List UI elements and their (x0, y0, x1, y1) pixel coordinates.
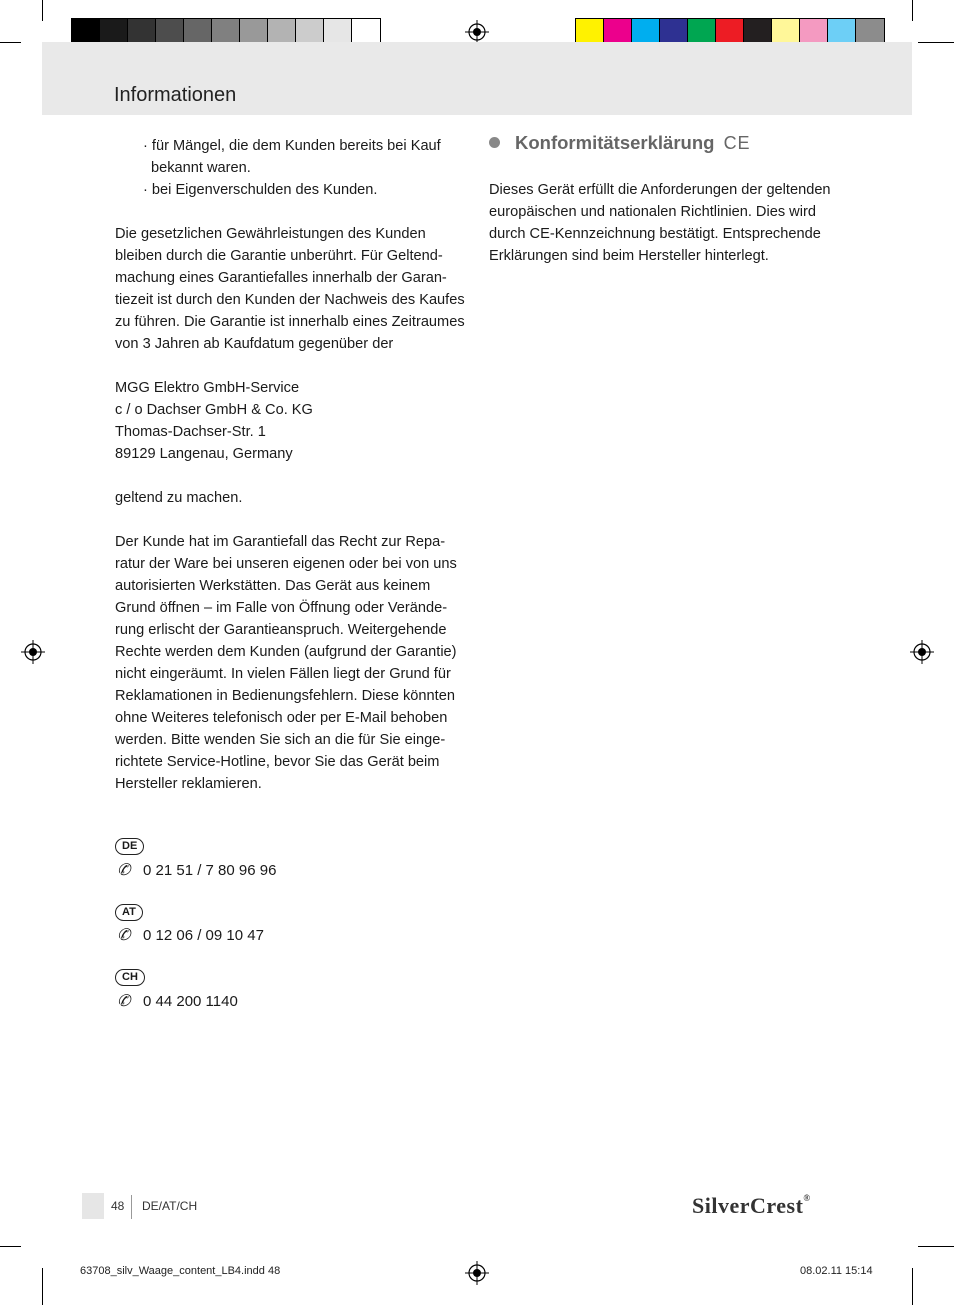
paragraph-line: zu führen. Die Garantie ist innerhalb eines Zeitraumes (115, 314, 465, 330)
address-line: Thomas-Dachser-Str. 1 (115, 424, 266, 440)
address-line: c / o Dachser GmbH & Co. KG (115, 402, 313, 418)
page-number: 48 (111, 1199, 125, 1213)
crop-mark (42, 0, 43, 21)
paragraph-line: geltend zu machen. (115, 490, 243, 506)
crop-mark (0, 1246, 21, 1247)
paragraph-line: Grund öffnen – im Falle von Öffnung oder Verände- (115, 600, 448, 616)
slug-timestamp: 08.02.11 15:14 (800, 1265, 873, 1277)
registration-mark-icon (910, 640, 934, 664)
section-heading (489, 132, 751, 154)
paragraph-line: Hersteller reklamieren. (115, 776, 262, 792)
crop-mark (912, 0, 913, 21)
paragraph-line: Rechte werden dem Kunden (aufgrund der Garantie) (115, 644, 457, 660)
hotline-de-phone (117, 860, 276, 880)
paragraph-line: ratur der Ware bei unseren eigenen oder bei von uns (115, 556, 457, 572)
brand-logo: SilverCrest® (692, 1193, 811, 1218)
page-title: Informationen (114, 84, 237, 106)
crop-mark (42, 1268, 43, 1305)
left-column (115, 135, 475, 795)
bullet-item: · für Mängel, die dem Kunden bereits bei Kauf (143, 138, 441, 154)
heading-text: Konformitätserklärung (515, 132, 715, 153)
crop-mark (912, 1268, 913, 1305)
hotline-ch (115, 967, 145, 986)
footer-languages: DE/AT/CH (142, 1199, 198, 1213)
paragraph-line: nicht eingeräumt. In vielen Fällen liegt der Grund für (115, 666, 451, 682)
telephone-icon: ✆ (117, 862, 131, 879)
registration-mark-icon (465, 1261, 489, 1285)
paragraph-line: Erklärungen sind beim Hersteller hinterlegt. (489, 248, 769, 264)
paragraph-line: europäischen und nationalen Richtlinien. Dies wird (489, 204, 816, 220)
slug-filename: 63708_silv_Waage_content_LB4.indd 48 (80, 1265, 281, 1277)
paragraph-line: Der Kunde hat im Garantiefall das Recht zur Repa- (115, 534, 446, 550)
paragraph-line: autorisierten Werkstätten. Das Gerät aus keinem (115, 578, 431, 594)
phone-number: 0 12 06 / 09 10 47 (143, 927, 264, 944)
hotline-ch-phone (117, 991, 238, 1011)
telephone-icon: ✆ (117, 927, 131, 944)
registration-mark-icon (465, 20, 489, 44)
paragraph-line: ohne Weiteres telefonisch oder per E-Mail behoben (115, 710, 448, 726)
country-badge-ch: CH (115, 969, 145, 986)
hotline-at (115, 902, 143, 921)
brand-name: SilverCrest (692, 1193, 804, 1218)
bullet-item: · bei Eigenverschulden des Kunden. (143, 182, 378, 198)
paragraph-line: Reklamationen in Bedienungsfehlern. Diese könnten (115, 688, 455, 704)
bullet-item-continuation: bekannt waren. (151, 160, 251, 176)
phone-number: 0 21 51 / 7 80 96 96 (143, 862, 277, 879)
paragraph-line: machung eines Garantiefalles innerhalb der Garan- (115, 270, 447, 286)
hotline-at-phone (117, 925, 264, 945)
crop-mark (918, 1246, 954, 1247)
paragraph-line: von 3 Jahren ab Kaufdatum gegenüber der (115, 336, 394, 352)
paragraph-line: rung erlischt der Garantieanspruch. Weitergehende (115, 622, 447, 638)
telephone-icon: ✆ (117, 993, 131, 1010)
page-number-box (82, 1193, 104, 1219)
paragraph-line: Die gesetzlichen Gewährleistungen des Kunden (115, 226, 426, 242)
ce-mark-icon: CE (723, 133, 751, 153)
paragraph-line: werden. Bitte wenden Sie sich an die für Sie einge- (115, 732, 446, 748)
registration-mark-icon (21, 640, 45, 664)
footer-divider (131, 1195, 132, 1219)
crop-mark (918, 42, 954, 43)
paragraph-line: durch CE-Kennzeichnung bestätigt. Entsprechende (489, 226, 821, 242)
phone-number: 0 44 200 1140 (143, 993, 238, 1010)
address-line: MGG Elektro GmbH-Service (115, 380, 300, 396)
address-line: 89129 Langenau, Germany (115, 446, 293, 462)
right-column (489, 179, 869, 267)
country-badge-at: AT (115, 904, 143, 921)
country-badge-de: DE (115, 838, 144, 855)
paragraph-line: richtete Service-Hotline, bevor Sie das Gerät beim (115, 754, 440, 770)
bullet-dot-icon (489, 137, 500, 148)
crop-mark (0, 42, 21, 43)
hotline-de (115, 836, 144, 855)
paragraph-line: tiezeit ist durch den Kunden der Nachweis des Kaufes (115, 292, 465, 308)
paragraph-line: bleiben durch die Garantie unberührt. Für Geltend- (115, 248, 443, 264)
paragraph-line: Dieses Gerät erfüllt die Anforderungen der geltenden (489, 182, 831, 198)
